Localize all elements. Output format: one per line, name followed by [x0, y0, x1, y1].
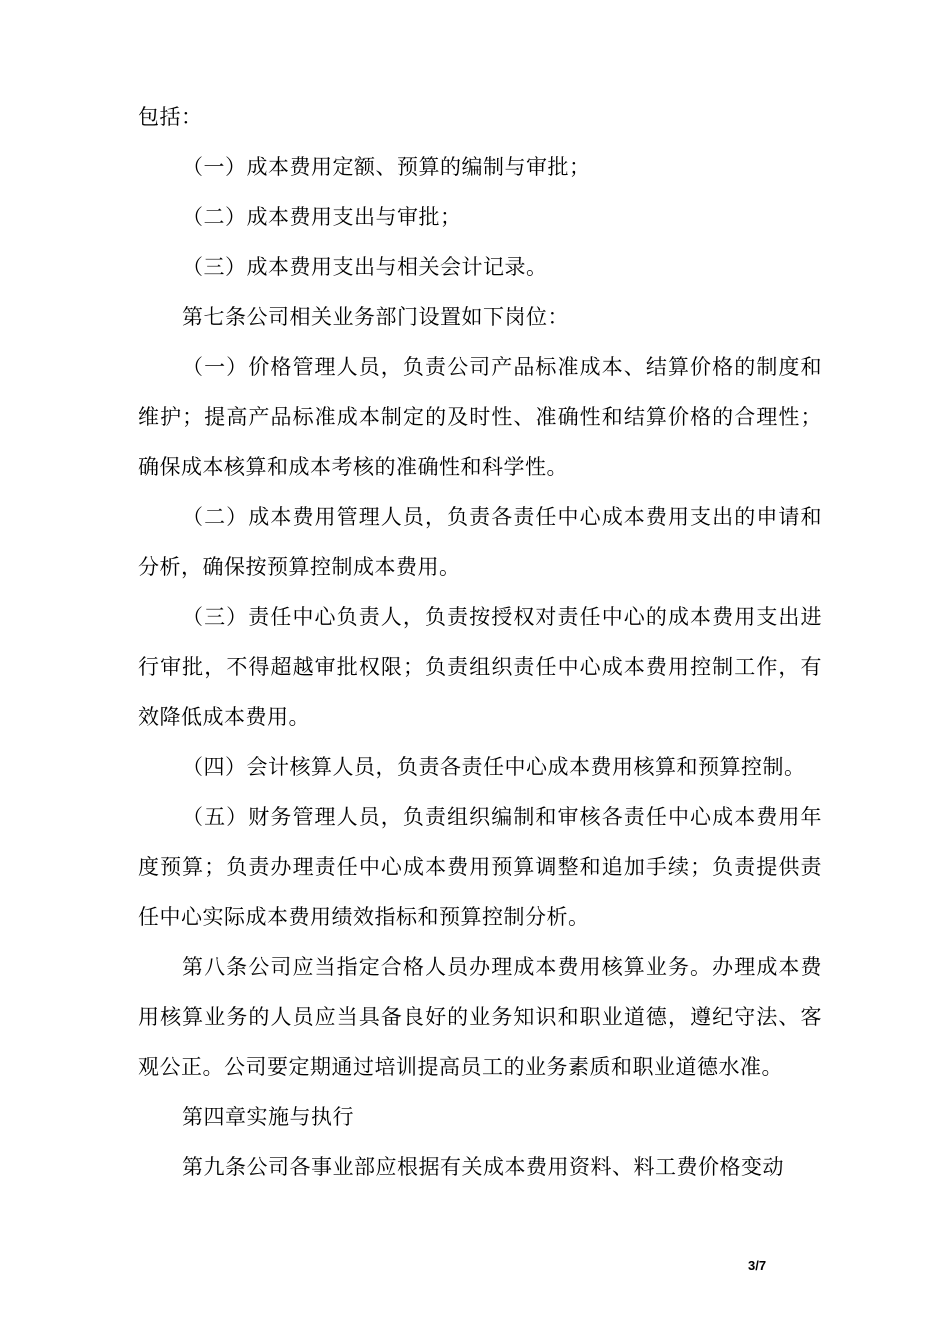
- chapter-heading: 第四章实施与执行: [182, 1105, 354, 1129]
- paragraph: （二）成本费用管理人员，负责各责任中心成本费用支出的申请和分析，确保按预算控制成本费用。: [138, 505, 822, 579]
- paragraph: （四）会计核算人员，负责各责任中心成本费用核算和预算控制。: [182, 755, 806, 779]
- document-body: [138, 92, 822, 1192]
- paragraph: （三）成本费用支出与相关会计记录。: [182, 255, 548, 279]
- paragraph: 第七条公司相关业务部门设置如下岗位：: [182, 305, 569, 329]
- paragraph: （三）责任中心负责人，负责按授权对责任中心的成本费用支出进行审批，不得超越审批权限；负责组织责任中心成本费用控制工作，有效降低成本费用。: [138, 605, 822, 729]
- paragraph: （一）价格管理人员，负责公司产品标准成本、结算价格的制度和维护；提高产品标准成本制定的及时性、准确性和结算价格的合理性；确保成本核算和成本考核的准确性和科学性。: [138, 355, 822, 479]
- paragraph: 第八条公司应当指定合格人员办理成本费用核算业务。办理成本费用核算业务的人员应当具备良好的业务知识和职业道德，遵纪守法、客观公正。公司要定期通过培训提高员工的业务素质和职业道德水准。: [138, 955, 822, 1079]
- paragraph: （一）成本费用定额、预算的编制与审批；: [182, 155, 591, 179]
- paragraph: （五）财务管理人员，负责组织编制和审核各责任中心成本费用年度预算；负责办理责任中心成本费用预算调整和追加手续；负责提供责任中心实际成本费用绩效指标和预算控制分析。: [138, 805, 822, 929]
- paragraph: （二）成本费用支出与审批；: [182, 205, 462, 229]
- paragraph: 包括：: [138, 105, 203, 129]
- page-number: 3/7: [748, 1258, 767, 1273]
- paragraph: 第九条公司各事业部应根据有关成本费用资料、料工费价格变动: [182, 1155, 784, 1179]
